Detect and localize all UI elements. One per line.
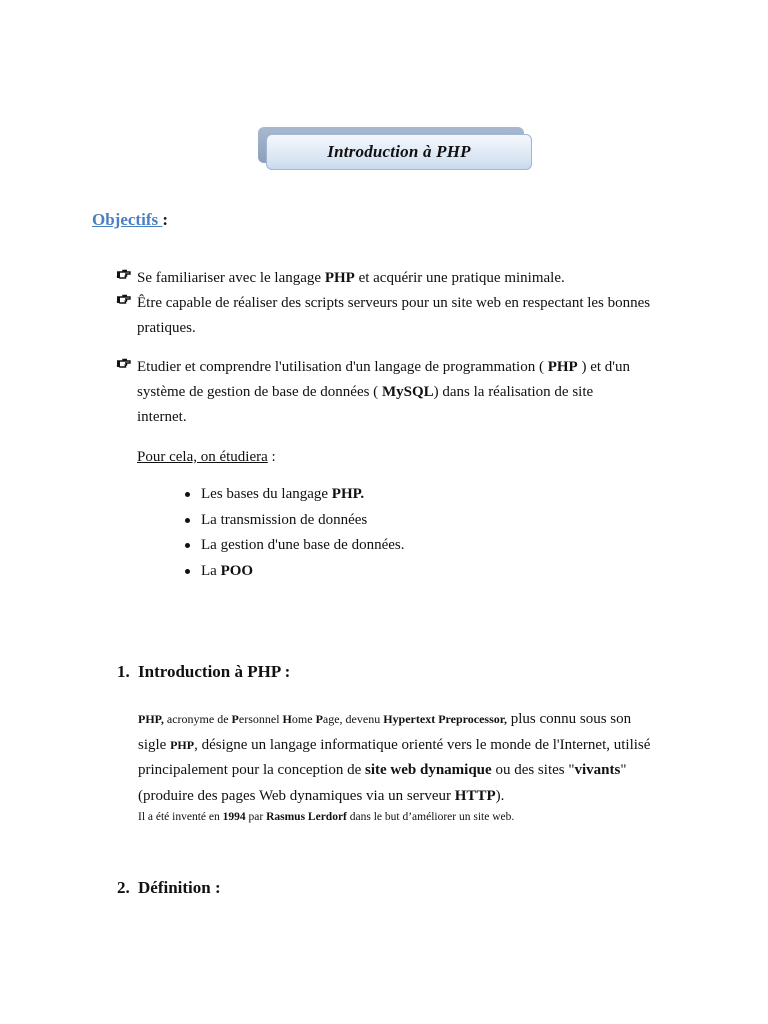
objective-3-php: PHP (547, 359, 578, 375)
objectifs-colon: : (162, 210, 169, 229)
paragraph-line-2 (138, 734, 678, 760)
title-box (266, 134, 532, 170)
paragraph-text: ome (291, 712, 316, 726)
list-item-bold: POO (220, 562, 254, 579)
bullet-dot-icon (185, 543, 190, 548)
paragraph-text: sigle (138, 736, 171, 753)
page-title: Introduction à PHP (327, 142, 471, 161)
pointing-hand-icon (116, 294, 132, 306)
note-year: 1994 (222, 811, 246, 823)
section-1-number: 1. (117, 662, 130, 681)
objectifs-heading (92, 210, 168, 230)
paragraph-line-3 (138, 759, 678, 785)
paragraph-text: , désigne un langage informatique orienté vers le monde de l'Internet, utilisé (194, 736, 651, 753)
objective-1-php: PHP (324, 270, 355, 286)
paragraph-bold: H (282, 712, 292, 726)
list-item (184, 483, 404, 509)
paragraph-bold: P (231, 712, 239, 726)
note-text: par (245, 811, 267, 823)
note-text: Il a été inventé en (138, 811, 223, 823)
list-item-bold: PHP. (331, 486, 365, 502)
objective-item-2 (116, 291, 686, 341)
note-text: dans le but d’améliorer un site web. (346, 811, 515, 823)
list-item-text: Les bases du langage (201, 486, 332, 502)
paragraph-text: ). (495, 787, 505, 804)
paragraph-text: ersonnel (238, 712, 283, 726)
objective-1-text-end: et acquérir une pratique minimale. (354, 270, 565, 286)
objective-2-line-2: pratiques. (137, 320, 196, 336)
study-intro-colon: : (267, 449, 276, 465)
bullet-dot-icon (185, 518, 190, 523)
php-acronym: PHP, (138, 712, 164, 726)
pointing-hand-icon (116, 358, 132, 370)
paragraph-bold: PHP (170, 737, 195, 752)
objective-3-text: internet. (137, 409, 187, 425)
objective-1-text: Se familiariser avec le langage (137, 270, 325, 286)
objective-3-text: ) dans la réalisation de site (433, 384, 594, 400)
objective-3-text: système de gestion de base de données ( (137, 384, 382, 400)
pointing-hand-icon (116, 269, 132, 281)
study-intro (137, 446, 276, 468)
paragraph-bold: Hypertext Preprocessor, (383, 712, 507, 726)
list-item (184, 534, 404, 560)
section-1-note (138, 811, 514, 823)
paragraph-text: principalement pour la conception de (138, 762, 365, 778)
section-2-number: 2. (117, 878, 130, 897)
list-item (184, 509, 404, 535)
section-2-title: Définition : (138, 878, 221, 897)
paragraph-text: " (620, 762, 627, 778)
bullet-dot-icon (185, 492, 190, 497)
section-1-paragraph (138, 708, 678, 810)
paragraph-bold: HTTP (454, 787, 496, 804)
section-1-heading (117, 662, 290, 682)
paragraph-bold: P (315, 712, 323, 726)
objectifs-link[interactable]: Objectifs (92, 210, 163, 229)
paragraph-text: (produire des pages Web dynamiques via un serveur (138, 787, 455, 804)
objective-3-text: ) et d'un (577, 359, 630, 375)
paragraph-line-1 (138, 708, 678, 734)
bullet-dot-icon (185, 569, 190, 574)
objective-item-1 (116, 266, 686, 291)
list-item (184, 560, 404, 586)
paragraph-text: age, devenu (322, 712, 384, 726)
paragraph-line-4 (138, 785, 678, 811)
section-2-heading (117, 878, 221, 898)
paragraph-bold: site web dynamique (365, 762, 492, 778)
list-item-text: La transmission de données (201, 511, 368, 528)
paragraph-text: plus connu sous son (506, 711, 632, 727)
list-item-text: La gestion d'une base de données. (201, 537, 405, 553)
objective-3-mysql: MySQL (381, 384, 434, 400)
objective-item-3 (116, 355, 686, 430)
paragraph-bold: vivants (574, 762, 621, 778)
study-intro-text: Pour cela, on étudiera (137, 449, 268, 465)
study-list (184, 483, 404, 585)
paragraph-text: ou des sites " (491, 762, 575, 778)
objective-2-line-1: Être capable de réaliser des scripts serveurs pour un site web en respectant les bonnes (137, 295, 651, 311)
paragraph-text: acronyme de (163, 712, 232, 726)
objective-3-text: Etudier et comprendre l'utilisation d'un langage de programmation ( (137, 359, 548, 375)
list-item-text: La (201, 562, 221, 579)
section-1-title: Introduction à PHP : (138, 662, 291, 681)
note-author: Rasmus Lerdorf (266, 811, 347, 823)
